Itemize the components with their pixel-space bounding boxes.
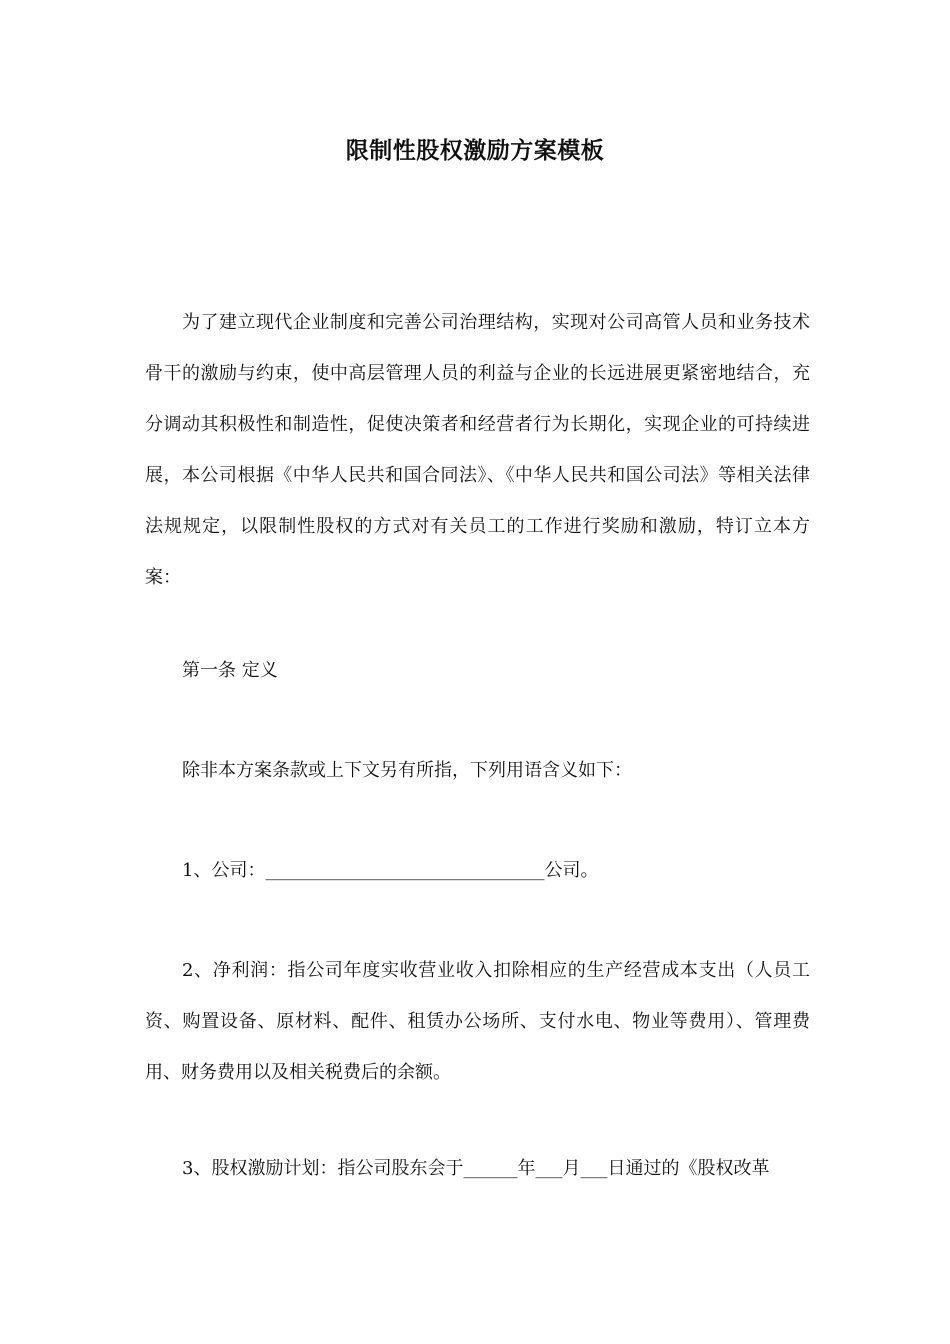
article-heading: 第一条 定义: [182, 660, 278, 681]
definition-item-equity-incentive-plan: 3、股权激励计划：指公司股东会于______年___月___日通过的《股权改革: [182, 1158, 770, 1179]
document-title: 限制性股权激励方案模板: [345, 138, 605, 164]
intro-paragraph: 为了建立现代企业制度和完善公司治理结构，实现对公司高管人员和业务技术骨干的激励与约束，使中高层管理人员的利益与企业的长远进展更紧密地结合，充分调动其积极性和制造性，促使决策者和经营者行为长期化，实现企业的可持续进展，本公司根据《中华人民共和国合同法》、《中华人民共和国公司法》等相关法律法规规定，以限制性股权的方式对有关员工的工作进行奖励和激励，特订立本方案：: [145, 312, 810, 588]
definition-item-company: 1、公司：_______________________________公司。: [182, 860, 599, 881]
definition-item-net-profit: 2、净利润：指公司年度实收营业收入扣除相应的生产经营成本支出（人员工资、购置设备、原材料、配件、租赁办公场所、支付水电、物业等费用）、管理费用、财务费用以及相关税费后的余额。: [145, 960, 810, 1083]
definition-lead-paragraph: 除非本方案条款或上下文另有所指，下列用语含义如下：: [182, 760, 632, 781]
